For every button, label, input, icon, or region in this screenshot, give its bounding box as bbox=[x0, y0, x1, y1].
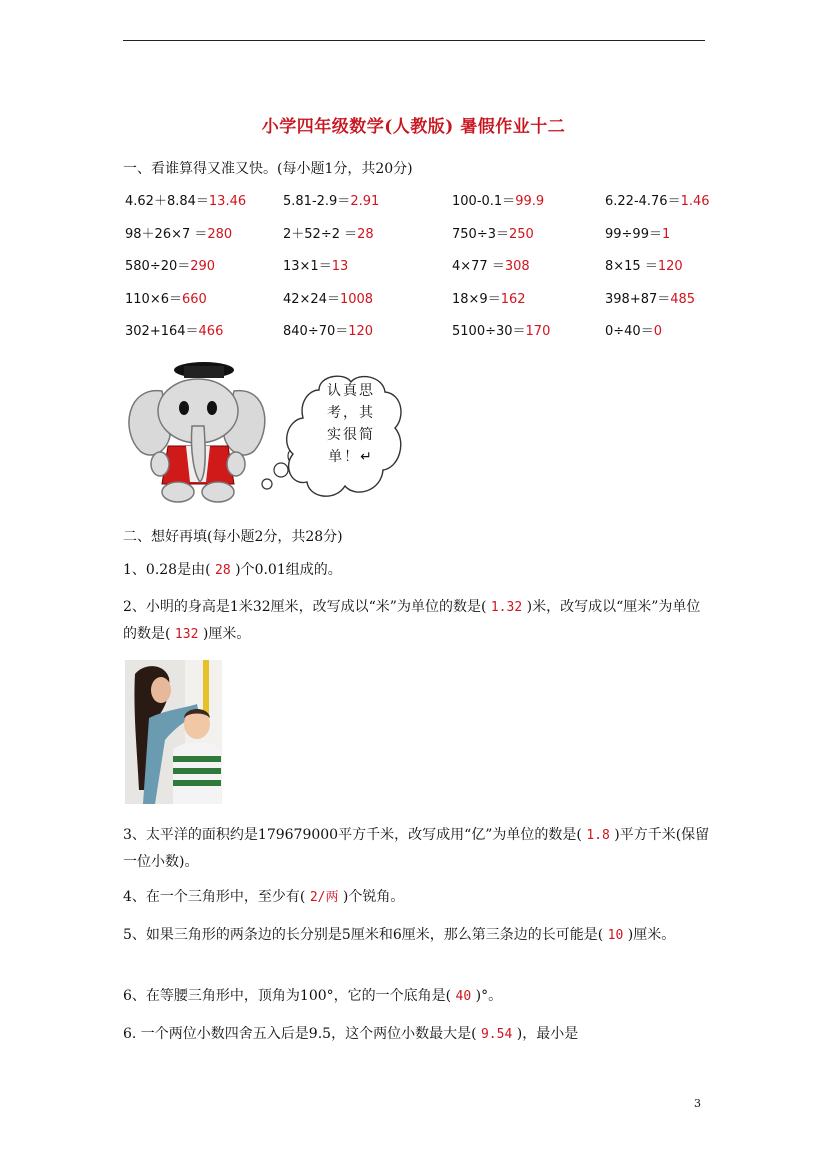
calc-question: 98＋26×7 ＝ bbox=[125, 226, 208, 242]
answer: 10 bbox=[607, 928, 624, 943]
calc-item bbox=[452, 255, 530, 274]
calc-answer: 660 bbox=[181, 291, 207, 307]
calc-question: 0÷40＝ bbox=[605, 324, 654, 339]
calc-question: 110×6＝ bbox=[125, 291, 182, 307]
answer: 2/两 bbox=[309, 890, 339, 905]
calc-answer: 290 bbox=[190, 259, 216, 274]
answer: 1.8 bbox=[586, 828, 610, 843]
calc-item bbox=[125, 255, 215, 274]
calc-question: 750÷3＝ bbox=[452, 226, 509, 242]
calc-item bbox=[283, 255, 348, 274]
calc-item bbox=[283, 288, 373, 307]
question-2: 2、小明的身高是1米32厘米，改写成以“米”为单位的数是( 1.32 )米，改写成以“厘米”为单位的数是( 132 )厘米。 bbox=[123, 599, 701, 642]
calc-item bbox=[125, 288, 207, 307]
calc-question: 580÷20＝ bbox=[125, 259, 191, 274]
calc-row bbox=[125, 320, 725, 353]
calc-answer: 120 bbox=[657, 259, 683, 274]
page-number: 3 bbox=[694, 1097, 701, 1110]
page-title: 小学四年级数学(人教版) 暑假作业十二 bbox=[261, 117, 566, 137]
calc-answer: 485 bbox=[670, 291, 696, 307]
calc-question: 100-0.1＝ bbox=[452, 194, 516, 209]
calc-answer: 280 bbox=[207, 226, 233, 242]
height-measuring-photo bbox=[125, 660, 222, 804]
answer: 9.54 bbox=[480, 1027, 513, 1042]
question-5: 5、如果三角形的两条边的长分别是5厘米和6厘米，那么第三条边的长可能是( 10 )厘米。 bbox=[123, 927, 676, 943]
calc-question: 4×77 ＝ bbox=[452, 259, 505, 274]
calc-answer: 0 bbox=[653, 324, 662, 339]
calc-item bbox=[605, 320, 662, 339]
calc-question: 8×15 ＝ bbox=[605, 259, 658, 274]
calc-item bbox=[125, 320, 223, 339]
calc-row bbox=[125, 190, 725, 223]
calc-question: 18×9＝ bbox=[452, 291, 501, 307]
calc-item bbox=[283, 223, 374, 242]
calc-answer: 2.91 bbox=[350, 194, 380, 209]
calc-item bbox=[125, 190, 246, 209]
calc-answer: 466 bbox=[198, 324, 224, 339]
calc-item bbox=[125, 223, 232, 242]
calc-answer: 1008 bbox=[339, 291, 374, 307]
thought-bubble-text: 认真思考，其实很简单！↵ bbox=[327, 383, 375, 465]
calc-question: 99÷99＝ bbox=[605, 226, 662, 242]
calc-question: 4.62＋8.84＝ bbox=[125, 194, 209, 209]
calc-row bbox=[125, 288, 725, 321]
calc-answer: 250 bbox=[508, 226, 534, 242]
question-4: 4、在一个三角形中，至少有( 2/两 )个锐角。 bbox=[123, 889, 405, 905]
calc-answer: 13.46 bbox=[208, 194, 247, 209]
calc-question: 6.22-4.76＝ bbox=[605, 194, 681, 209]
header-rule bbox=[123, 40, 705, 41]
answer: 28 bbox=[215, 563, 231, 578]
calc-item bbox=[605, 223, 670, 242]
calc-question: 42×24＝ bbox=[283, 291, 340, 307]
calc-grid bbox=[125, 190, 725, 353]
calc-item bbox=[283, 190, 379, 209]
calc-question: 13×1＝ bbox=[283, 259, 332, 274]
calc-item bbox=[452, 288, 526, 307]
calc-answer: 308 bbox=[504, 259, 530, 274]
calc-item bbox=[452, 320, 550, 339]
question-6: 6、在等腰三角形中，顶角为100°，它的一个底角是( 40 )°。 bbox=[123, 988, 503, 1004]
section-2-heading: 二、想好再填(每小题2分，共28分) bbox=[123, 529, 343, 545]
section-1-heading: 一、看谁算得又准又快。(每小题1分，共20分) bbox=[123, 161, 413, 177]
answer: 40 bbox=[455, 989, 472, 1004]
calc-answer: 120 bbox=[348, 324, 374, 339]
calc-answer: 162 bbox=[500, 291, 526, 307]
calc-question: 398+87＝ bbox=[605, 291, 671, 307]
calc-question: 840÷70＝ bbox=[283, 324, 349, 339]
calc-row bbox=[125, 255, 725, 288]
question-7: 6. 一个两位小数四舍五入后是9.5，这个两位小数最大是( 9.54 )，最小是 bbox=[123, 1026, 579, 1042]
calc-item bbox=[452, 190, 544, 209]
answer: 132 bbox=[174, 627, 199, 642]
calc-answer: 1.46 bbox=[680, 194, 710, 209]
calc-question: 2＋52÷2 ＝ bbox=[283, 226, 358, 242]
question-3: 3、太平洋的面积约是179679000平方千米，改写成用“亿”为单位的数是( 1.8 )平方千米(保留一位小数)。 bbox=[123, 827, 710, 870]
calc-item bbox=[605, 190, 710, 209]
calc-answer: 13 bbox=[331, 259, 349, 274]
calc-answer: 99.9 bbox=[515, 194, 545, 209]
calc-question: 302+164＝ bbox=[125, 324, 199, 339]
calc-question: 5.81-2.9＝ bbox=[283, 194, 351, 209]
calc-answer: 170 bbox=[525, 324, 551, 339]
calc-item bbox=[283, 320, 373, 339]
question-1: 1、0.28是由( 28 )个0.01组成的。 bbox=[123, 562, 342, 578]
calc-answer: 28 bbox=[357, 226, 374, 242]
calc-question: 5100÷30＝ bbox=[452, 324, 526, 339]
calc-row bbox=[125, 223, 725, 256]
calc-item bbox=[605, 288, 695, 307]
calc-item bbox=[452, 223, 534, 242]
calc-answer: 1 bbox=[661, 226, 671, 242]
answer: 1.32 bbox=[490, 600, 523, 615]
calc-item bbox=[605, 255, 683, 274]
elephant-illustration bbox=[122, 356, 272, 508]
